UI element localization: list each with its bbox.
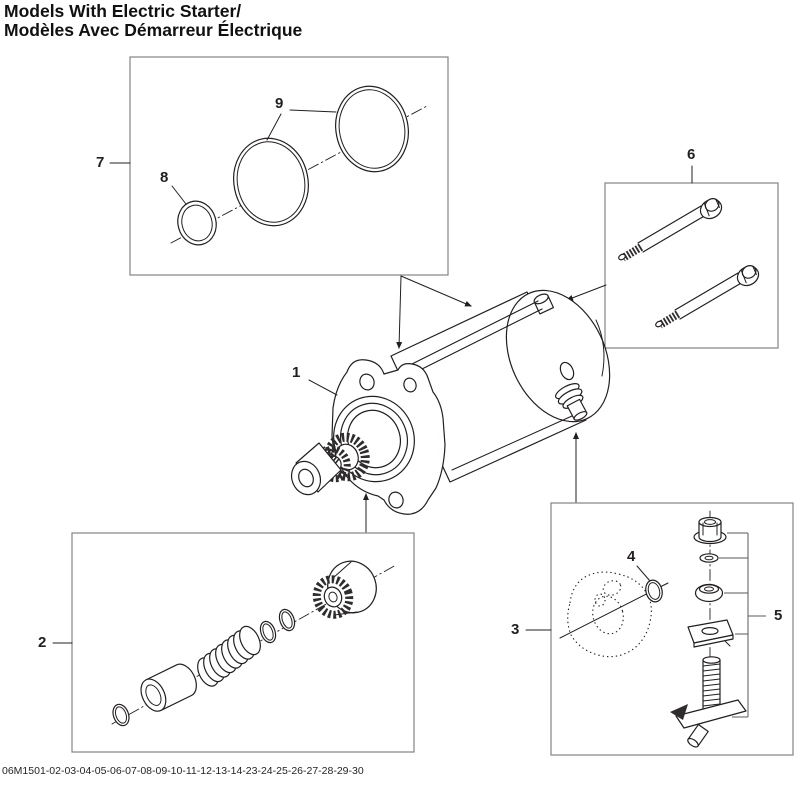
callout-9-leader-a	[267, 114, 281, 140]
callout-8-leader	[172, 186, 186, 204]
hidden-housing-sketch	[568, 572, 652, 657]
drive-ring-2	[277, 607, 298, 632]
terminal-grommet	[696, 585, 723, 602]
callout-2: 2	[38, 634, 47, 651]
callout-5: 5	[774, 607, 783, 624]
clutch-pinion	[312, 554, 384, 619]
drive-spring	[194, 623, 265, 689]
drive-stopper	[136, 660, 201, 715]
callout-7: 7	[96, 154, 105, 171]
callout-4-leader	[637, 566, 650, 581]
circlip	[110, 702, 132, 728]
callout-6: 6	[687, 146, 696, 163]
small-o-ring	[173, 197, 221, 249]
flange-nut	[694, 518, 726, 544]
terminal-hardware-box	[526, 503, 793, 755]
bolts-to-motor-arrow	[567, 285, 606, 300]
starter-motor	[287, 274, 630, 532]
box7-to-motor-arrow-2	[401, 276, 471, 306]
terminal-o-ring	[643, 578, 664, 603]
box-5-frame	[551, 503, 793, 755]
through-bolt-2	[655, 263, 762, 328]
callout-1: 1	[292, 364, 301, 381]
callout-3: 3	[511, 621, 520, 638]
page-title-fr: Modèles Avec Démarreur Électrique	[4, 20, 303, 40]
large-o-ring-middle	[226, 131, 317, 232]
callout-4: 4	[627, 548, 636, 565]
callout-9: 9	[275, 95, 284, 112]
terminal-stud	[670, 657, 746, 749]
page-title-en: Models With Electric Starter/	[4, 1, 242, 21]
drive-assembly-box	[53, 533, 414, 752]
o-ring-kit-box	[110, 57, 448, 275]
terminal-plate	[688, 620, 733, 647]
terminal-washer	[700, 554, 718, 562]
part-number-code: 06M1501-02-03-04-05-06-07-08-09-10-11-12-13-14-23-24-25-26-27-28-29-30	[2, 765, 364, 777]
callout-1-leader	[309, 380, 337, 395]
callout-8: 8	[160, 169, 169, 186]
through-bolt-1	[618, 196, 725, 261]
callout-9-leader-b	[290, 110, 336, 112]
bolts-box	[567, 166, 778, 348]
large-o-ring-right	[328, 79, 416, 178]
box7-to-motor-arrow	[399, 276, 401, 348]
